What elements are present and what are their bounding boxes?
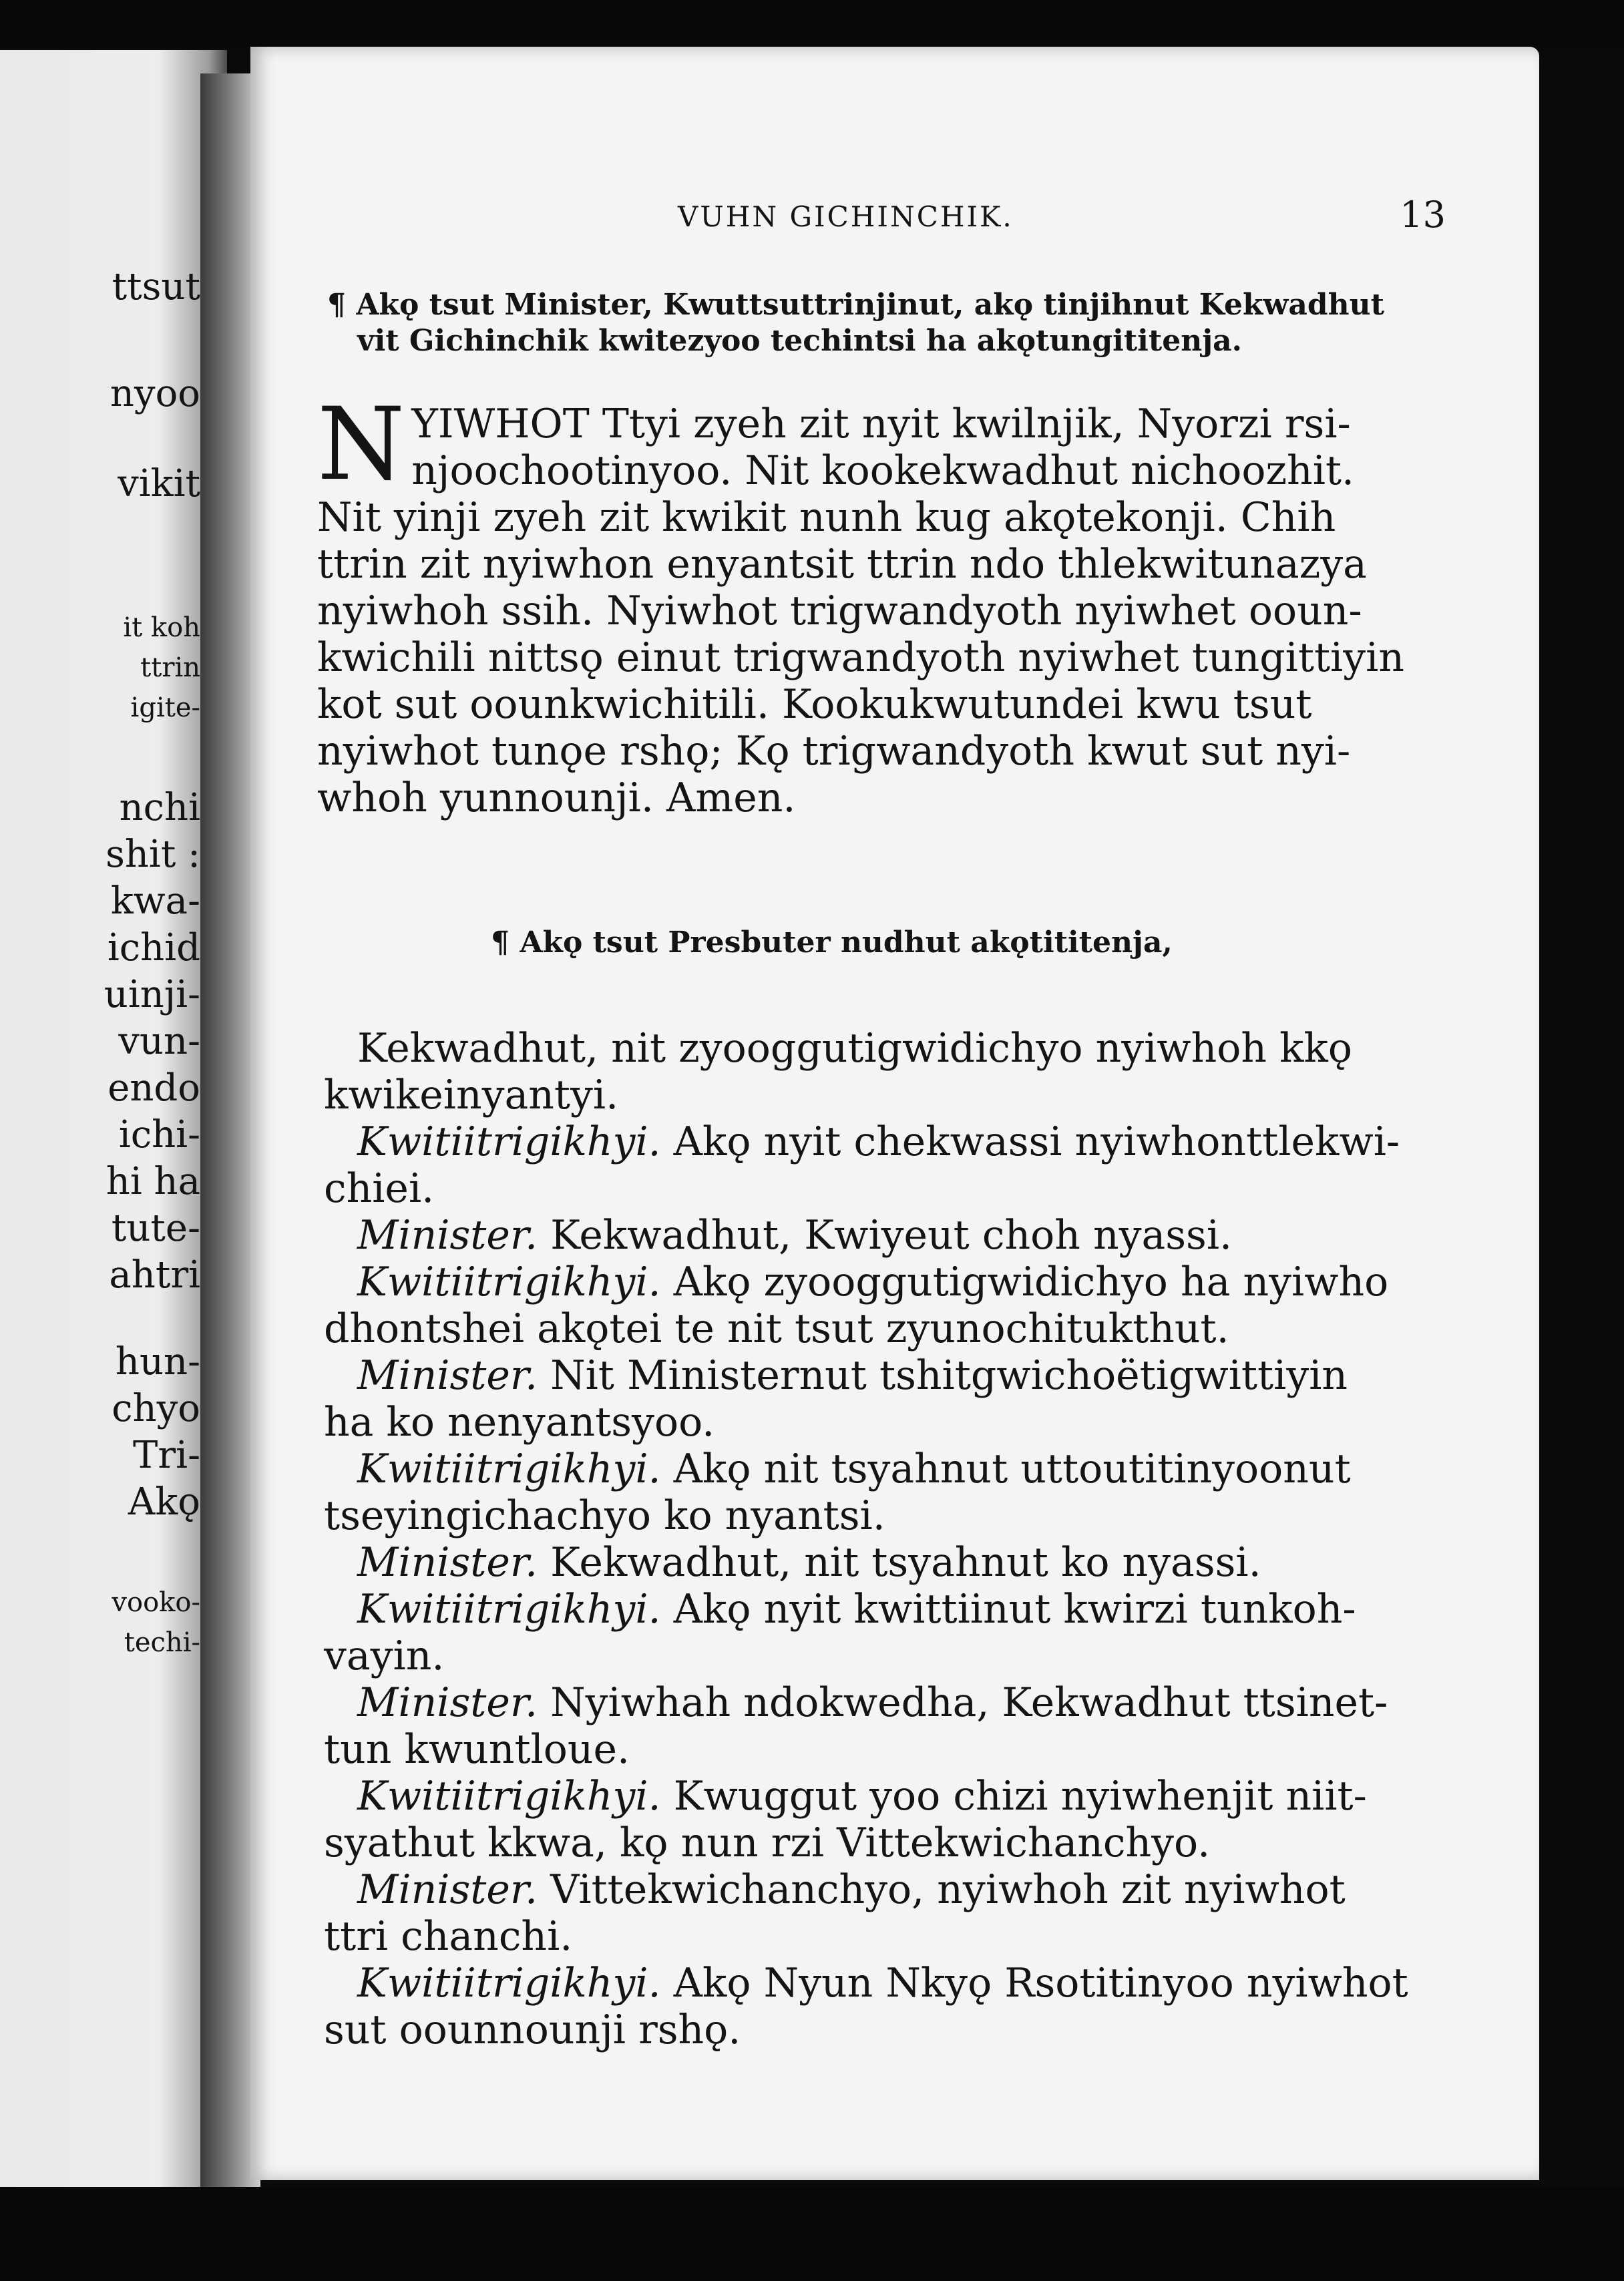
left-page-fragment: Akǫ xyxy=(128,1480,200,1524)
speaker-label: Minister. xyxy=(357,1539,538,1586)
dialogue-text: Akǫ nyit chekwassi nyiwhonttlekwi- xyxy=(660,1118,1400,1165)
left-page-fragment: techi- xyxy=(124,1627,200,1658)
running-head: VUHN GICHINCHIK. xyxy=(678,200,1014,233)
dialogue-text: Akǫ nyit kwittiinut kwirzi tunkoh- xyxy=(660,1586,1356,1633)
collect-line: whoh yunnounji. Amen. xyxy=(317,775,796,821)
dialogue-line xyxy=(324,1679,1472,1726)
left-page-fragment: nyoo xyxy=(110,372,200,415)
speaker-label: Minister. xyxy=(357,1212,538,1259)
dialogue-line xyxy=(324,1633,1472,1679)
dialogue-text: Akǫ zyooggutigwidichyo ha nyiwho xyxy=(660,1259,1389,1305)
dialogue-line xyxy=(324,1212,1472,1259)
speaker-label: Kwitiitrigikhyi. xyxy=(357,1773,661,1820)
speaker-label: Kwitiitrigikhyi. xyxy=(357,1446,661,1492)
speaker-label: Kwitiitrigikhyi. xyxy=(357,1259,661,1305)
versicles-and-responses xyxy=(324,1025,1472,2053)
left-page-fragment: ahtri xyxy=(109,1253,200,1297)
dialogue-line xyxy=(324,1820,1472,1866)
dialogue-line xyxy=(324,1960,1472,2007)
left-page-fragment: ichi- xyxy=(118,1113,200,1157)
collect-line: njoochootinyoo. Nit kookekwadhut nichoozhit. xyxy=(411,447,1355,494)
drop-cap: N xyxy=(317,387,405,503)
dialogue-line xyxy=(324,1492,1472,1539)
dialogue-line xyxy=(324,2007,1472,2053)
left-page-fragment: kwa- xyxy=(110,879,200,923)
dialogue-line xyxy=(324,1399,1472,1446)
dialogue-text: ttri chanchi. xyxy=(324,1913,573,1960)
left-page-fragment: endo xyxy=(108,1066,200,1110)
dialogue-text: Kekwadhut, nit zyooggutigwidichyo nyiwhoh kkǫ xyxy=(357,1025,1352,1072)
dialogue-line xyxy=(324,1866,1472,1913)
left-page-fragment: nchi xyxy=(119,786,200,829)
dialogue-text: Kwuggut yoo chizi nyiwhenjit niit- xyxy=(660,1773,1367,1820)
dialogue-line xyxy=(324,1446,1472,1492)
dialogue-text: kwikeinyantyi. xyxy=(324,1072,619,1118)
scan-border-bottom xyxy=(0,2187,1624,2281)
left-page-fragment: ichid xyxy=(107,926,200,970)
collect-line: kwichili nittsǫ einut trigwandyoth nyiwhet tungittiyin xyxy=(317,634,1404,681)
dialogue-text: tseyingichachyo ko nyantsi. xyxy=(324,1492,885,1539)
left-page-fragment: vikit xyxy=(118,462,200,505)
dialogue-line xyxy=(324,1539,1472,1586)
page-number: 13 xyxy=(1400,194,1446,236)
dialogue-text: dhontshei akǫtei te nit tsut zyunochitukthut. xyxy=(324,1305,1229,1352)
left-page-fragment: tute- xyxy=(111,1207,200,1250)
collect-prayer xyxy=(317,387,1459,821)
dialogue-text: Nyiwhah ndokwedha, Kekwadhut ttsinet- xyxy=(538,1679,1388,1726)
dialogue-line xyxy=(324,1726,1472,1773)
dialogue-text: Akǫ Nyun Nkyǫ Rsotitinyoo nyiwhot xyxy=(660,1960,1408,2007)
dialogue-text: tun kwuntloue. xyxy=(324,1726,630,1773)
right-page xyxy=(250,47,1539,2180)
left-page-fragment: uinji- xyxy=(104,973,200,1016)
dialogue-text: chiei. xyxy=(324,1165,435,1212)
left-page-fragment: it koh xyxy=(123,612,200,643)
speaker-label: Minister. xyxy=(357,1866,538,1913)
dialogue-text: sut oounnounji rshǫ. xyxy=(324,2007,741,2053)
left-page-fragment: Tri- xyxy=(133,1434,200,1477)
dialogue-line xyxy=(324,1025,1472,1072)
collect-line: YIWHOT Ttyi zyeh zit nyit kwilnjik, Nyorzi rsi- xyxy=(411,401,1351,447)
dialogue-text: Kekwadhut, Kwiyeut choh nyassi. xyxy=(538,1212,1233,1259)
dialogue-line xyxy=(324,1586,1472,1633)
dialogue-text: vayin. xyxy=(324,1633,445,1679)
speaker-label: Minister. xyxy=(357,1679,538,1726)
left-page-fragment: ttrin xyxy=(140,652,200,683)
collect-line: Nit yinji zyeh zit kwikit nunh kug akǫtekonji. Chih xyxy=(317,494,1336,541)
rubric-line: vit Gichinchik kwitezyoo techintsi ha akǫtungititenja. xyxy=(357,324,1242,358)
dialogue-text: Akǫ nit tsyahnut uttoutitinyoonut xyxy=(660,1446,1351,1492)
dialogue-text: Nit Ministernut tshitgwichoëtigwittiyin xyxy=(538,1352,1348,1399)
dialogue-text: Vittekwichanchyo, nyiwhoh zit nyiwhot xyxy=(538,1866,1346,1913)
collect-line: ttrin zit nyiwhon enyantsit ttrin ndo thlekwitunazya xyxy=(317,541,1367,588)
dialogue-text: syathut kkwa, kǫ nun rzi Vittekwichanchyo. xyxy=(324,1820,1211,1866)
left-page-fragment: vooko- xyxy=(112,1587,200,1618)
speaker-label: Minister. xyxy=(357,1352,538,1399)
dialogue-line xyxy=(324,1072,1472,1118)
left-page xyxy=(0,50,227,2217)
speaker-label: Kwitiitrigikhyi. xyxy=(357,1118,661,1165)
left-page-fragment: vun- xyxy=(118,1020,200,1063)
dialogue-line xyxy=(324,1352,1472,1399)
left-page-fragment: igite- xyxy=(130,692,200,723)
dialogue-line xyxy=(324,1305,1472,1352)
collect-line: nyiwhot tunǫe rshǫ; Kǫ trigwandyoth kwut sut nyi- xyxy=(317,728,1351,775)
dialogue-line xyxy=(324,1118,1472,1165)
speaker-label: Kwitiitrigikhyi. xyxy=(357,1960,661,2007)
rubric-line: ¶ Akǫ tsut Minister, Kwuttsuttrinjinut, akǫ tinjihnut Kekwadhut xyxy=(327,288,1384,322)
left-page-fragment: chyo xyxy=(112,1387,200,1430)
collect-line: nyiwhoh ssih. Nyiwhot trigwandyoth nyiwhet ooun- xyxy=(317,588,1362,634)
left-page-fragment: hun- xyxy=(115,1340,200,1384)
collect-lines xyxy=(317,387,1459,821)
dialogue-text: ha ko nenyantsyoo. xyxy=(324,1399,715,1446)
left-page-fragment: hi ha xyxy=(106,1160,200,1203)
rubric-instruction: ¶ Akǫ tsut Presbuter nudhut akǫtititenja, xyxy=(491,925,1173,960)
dialogue-line xyxy=(324,1913,1472,1960)
left-page-fragment: ttsut xyxy=(112,265,200,308)
speaker-label: Kwitiitrigikhyi. xyxy=(357,1586,661,1633)
left-page-fragment: shit : xyxy=(106,833,200,876)
scan-border-top xyxy=(0,0,1624,47)
dialogue-line xyxy=(324,1259,1472,1305)
dialogue-line xyxy=(324,1165,1472,1212)
rubric-instruction xyxy=(327,287,1462,359)
dialogue-text: Kekwadhut, nit tsyahnut ko nyassi. xyxy=(538,1539,1261,1586)
dialogue-line xyxy=(324,1773,1472,1820)
collect-line: kot sut oounkwichitili. Kookukwutundei kwu tsut xyxy=(317,681,1312,728)
